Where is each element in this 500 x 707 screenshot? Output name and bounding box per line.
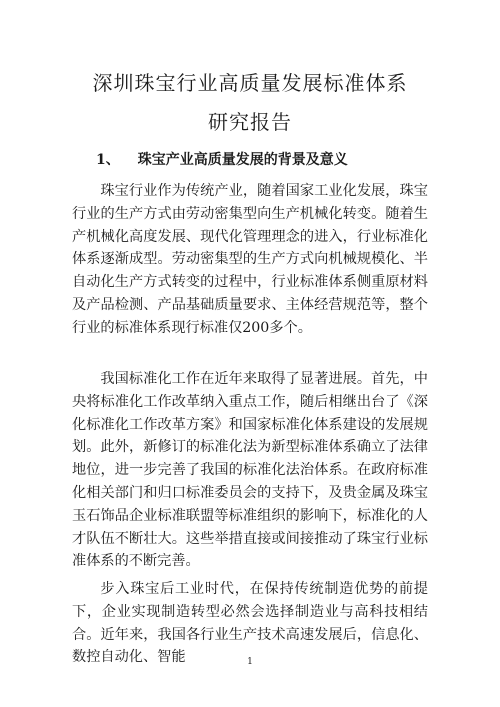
section-heading xyxy=(96,149,348,169)
body-paragraph-2: 我国标准化工作在近年来取得了显著进展。首先，中央将标准化工作改革纳入重点工作，随后相继出台了《深化标准化工作改革方案》和国家标准化体系建设的发展规划。此外，新修订的标准化法为新型标准体系确立了法律地位，进一步完善了我国的标准化法治体系。在政府标准化相关部门和归口标准委员会的支持下，及贵金属及珠宝玉石饰品企业标准联盟等标准组织的影响下，标准化的人才队伍不断壮大。这些举措直接或间接推动了珠宝行业标准体系的不断完善。 xyxy=(72,371,428,570)
document-subtitle: 研究报告 xyxy=(208,110,292,134)
section-heading-text: 珠宝产业高质量发展的背景及意义 xyxy=(137,152,348,168)
document-title: 深圳珠宝行业高质量发展标准体系 xyxy=(92,71,408,95)
body-paragraph-3: 步入珠宝后工业时代，在保持传统制造优势的前提下，企业实现制造转型必然会选择制造业与高科技相结合。近年来，我国各行业生产技术高速发展后，信息化、数控自动化、智能 xyxy=(72,581,428,666)
page-number: 1 xyxy=(247,657,253,667)
section-number: 1、 xyxy=(96,152,120,168)
body-paragraph-1: 珠宝行业作为传统产业，随着国家工业化发展，珠宝行业的生产方式由劳动密集型向生产机械化转变。随着生产机械化高度发展、现代化管理理念的进入，行业标准化体系逐渐成型。劳动密集型的生产方式向机械规模化、半自动化生产方式转变的过程中，行业标准体系侧重原材料及产品检测、产品基础质量要求、主体经营规范等，整个行业的标准体系现行标准仅200多个。 xyxy=(72,183,428,336)
